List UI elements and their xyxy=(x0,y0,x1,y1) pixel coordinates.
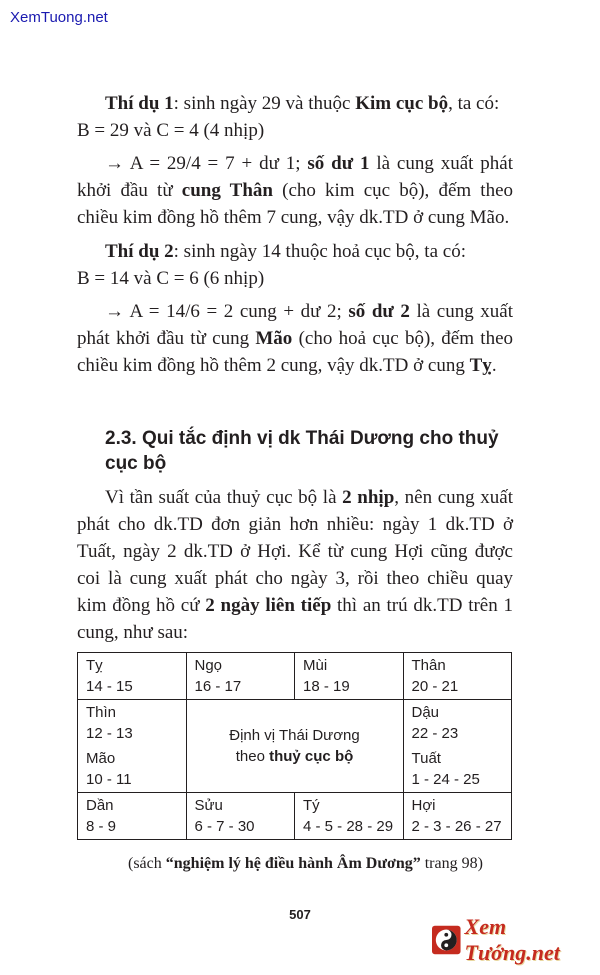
example-1 xyxy=(77,90,513,144)
table-center-title: Định vị Thái Dương theo thuỷ cục bộ xyxy=(186,700,403,793)
cell-dan: Dần 8 - 9 xyxy=(78,793,187,840)
watermark-logo xyxy=(432,914,600,965)
cell-suu: Sửu 6 - 7 - 30 xyxy=(186,793,295,840)
cell-mao: Mão 10 - 11 xyxy=(78,746,187,793)
example-2 xyxy=(77,238,513,292)
example-1-intro: Thí dụ 1: sinh ngày 29 và thuộc Kim cục bộ, ta có: xyxy=(105,93,500,114)
section-body: Vì tần suất của thuỷ cục bộ là 2 nhịp, nên cung xuất phát cho dk.TD đơn giản hơn nhiều: ngày 1 dk.TD ở Tuất, ngày 2 dk.TD ở Hợi. Kể từ cung Hợi cũng được coi là cung xuất phát cho ngày 3, rồi theo chiều quay kim đồng hồ cứ 2 ngày liên tiếp thì an trú dk.TD trên 1 cung, như sau: xyxy=(77,487,514,643)
cell-dau: Dậu 22 - 23 xyxy=(403,700,512,747)
cell-ty: Tỵ 14 - 15 xyxy=(78,653,187,700)
example-1-calc: → A = 29/4 = 7 + dư 1; số dư 1 là cung xuất phát khởi đầu từ cung Thân (cho kim cục bộ), đếm theo chiều kim đồng hồ thêm 7 cung, vậy dk.TD ở cung Mão. xyxy=(77,153,514,228)
cell-thin: Thìn 12 - 13 xyxy=(78,700,187,747)
yin-yang-icon xyxy=(432,925,461,955)
cell-than: Thân 20 - 21 xyxy=(403,653,512,700)
cell-ty-water: Tý 4 - 5 - 28 - 29 xyxy=(295,793,404,840)
cell-mui: Mùi 18 - 19 xyxy=(295,653,404,700)
cell-hoi: Hợi 2 - 3 - 26 - 27 xyxy=(403,793,512,840)
example-1-values: B = 29 và C = 4 (4 nhịp) xyxy=(77,120,265,141)
page-number: 507 xyxy=(289,907,311,922)
thai-duong-table xyxy=(77,652,512,840)
example-2-calc: → A = 14/6 = 2 cung + dư 2; số dư 2 là cung xuất phát khởi đầu từ cung Mão (cho hoả cục bộ), đếm theo chiều kim đồng hồ thêm 2 cung, vậy dk.TD ở cung Tỵ. xyxy=(77,301,514,376)
cell-tuat: Tuất 1 - 24 - 25 xyxy=(403,746,512,793)
watermark-text: Xem Tướng.net xyxy=(464,914,560,965)
example-2-values: B = 14 và C = 6 (6 nhịp) xyxy=(77,268,265,289)
section-title: 2.3. Qui tắc định vị dk Thái Dương cho thuỷ cục bộ xyxy=(105,428,499,474)
example-2-intro: Thí dụ 2: sinh ngày 14 thuộc hoả cục bộ, ta có: xyxy=(105,241,466,262)
site-watermark-top: XemTuong.net xyxy=(10,9,108,26)
source-caption: (sách “nghiệm lý hệ điều hành Âm Dương” trang 98) xyxy=(128,855,483,872)
cell-ngo: Ngọ 16 - 17 xyxy=(186,653,295,700)
